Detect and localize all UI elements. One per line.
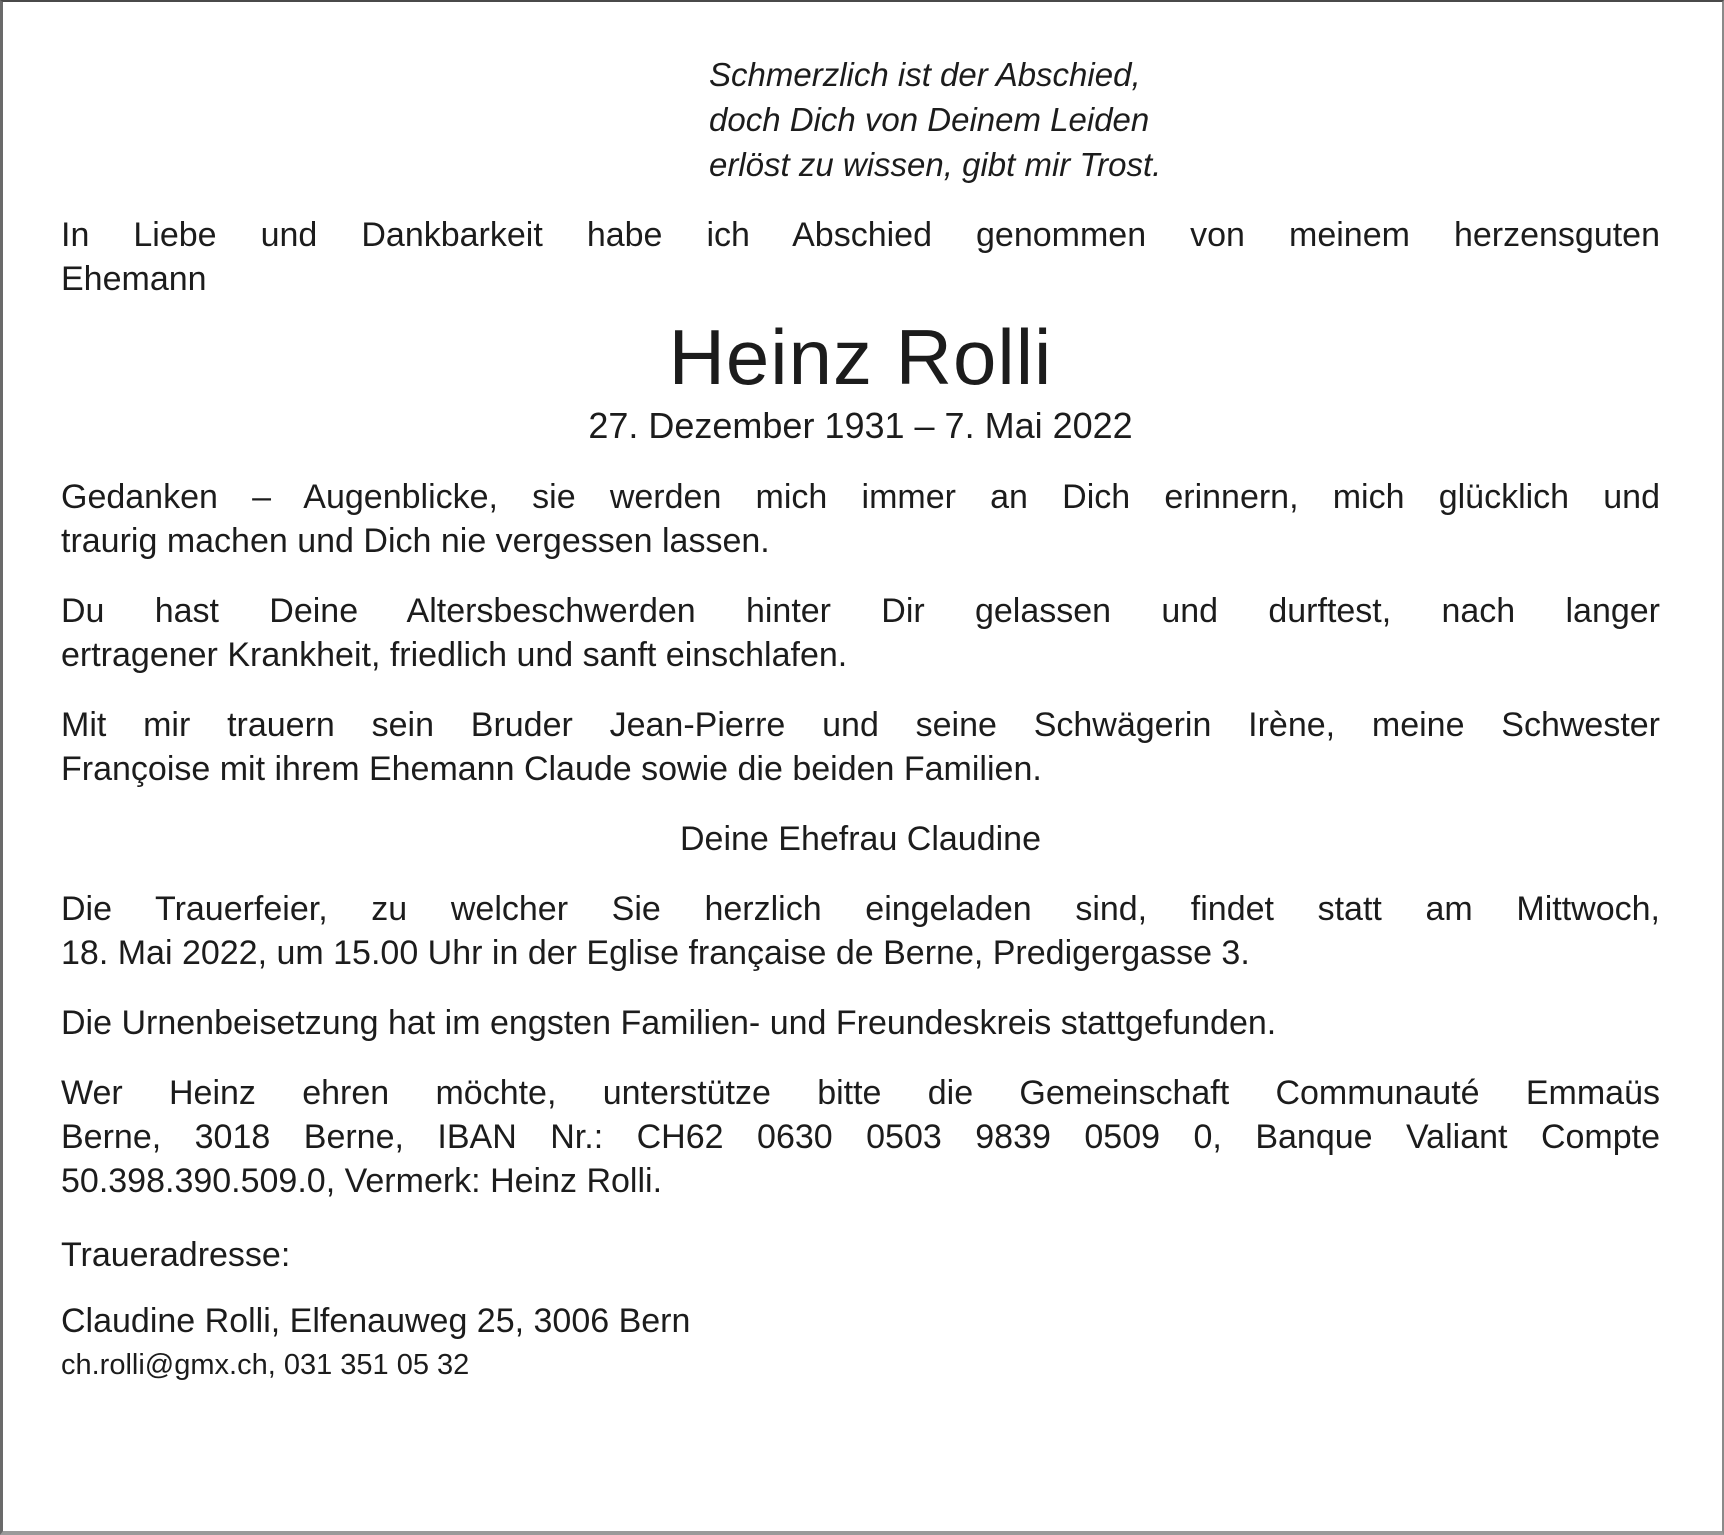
text-line: 18. Mai 2022, um 15.00 Uhr in der Eglise française de Berne, Predigergasse 3. [61, 934, 1250, 972]
text-line: Berne, 3018 Berne, IBAN Nr.: CH62 0630 0503 9839 0509 0, Banque Valiant Compte [61, 1118, 1660, 1156]
mourning-contact: ch.rolli@gmx.ch, 031 351 05 32 [61, 1349, 470, 1381]
text-line: Gedanken – Augenblicke, sie werden mich immer an Dich erinnern, mich glücklich und [61, 478, 1660, 516]
text-line: Françoise mit ihrem Ehemann Claude sowie die beiden Familien. [61, 750, 1042, 788]
memories-paragraph [61, 475, 1660, 563]
text-line: traurig machen und Dich nie vergessen lassen. [61, 522, 770, 560]
epigraph-line: Schmerzlich ist der Abschied, [709, 56, 1141, 93]
deceased-name: Heinz Rolli [668, 313, 1053, 401]
text-line: Die Urnenbeisetzung hat im engsten Familien- und Freundeskreis stattgefunden. [61, 1004, 1277, 1042]
funeral-service-paragraph [61, 887, 1660, 975]
passing-paragraph [61, 589, 1660, 677]
text-line: Du hast Deine Altersbeschwerden hinter Dir gelassen und durftest, nach langer [61, 592, 1660, 630]
epigraph-verse [709, 52, 1660, 187]
text-line: Mit mir trauern sein Bruder Jean-Pierre und seine Schwägerin Irène, meine Schwester [61, 706, 1660, 744]
donation-paragraph [61, 1071, 1660, 1203]
urn-burial-paragraph [61, 1001, 1660, 1045]
text-line: Wer Heinz ehren möchte, unterstütze bitte die Gemeinschaft Communauté Emmaüs [61, 1074, 1660, 1112]
intro-paragraph [61, 213, 1660, 301]
text-line: 50.398.390.509.0, Vermerk: Heinz Rolli. [61, 1162, 663, 1200]
deceased-dates: 27. Dezember 1931 – 7. Mai 2022 [588, 405, 1133, 446]
text-line: Die Trauerfeier, zu welcher Sie herzlich eingeladen sind, findet statt am Mittwoch, [61, 890, 1660, 928]
signature-line: Deine Ehefrau Claudine [679, 820, 1042, 858]
epigraph-line: erlöst zu wissen, gibt mir Trost. [709, 146, 1162, 183]
epigraph-line: doch Dich von Deinem Leiden [709, 101, 1150, 138]
mourners-paragraph [61, 703, 1660, 791]
mourning-address-label: Traueradresse: [61, 1236, 291, 1274]
text-line: Ehemann [61, 260, 207, 298]
text-line: In Liebe und Dankbarkeit habe ich Abschied genommen von meinem herzensguten [61, 216, 1660, 254]
text-line: ertragener Krankheit, friedlich und sanft einschlafen. [61, 636, 848, 674]
mourning-address: Claudine Rolli, Elfenauweg 25, 3006 Bern [61, 1302, 691, 1340]
